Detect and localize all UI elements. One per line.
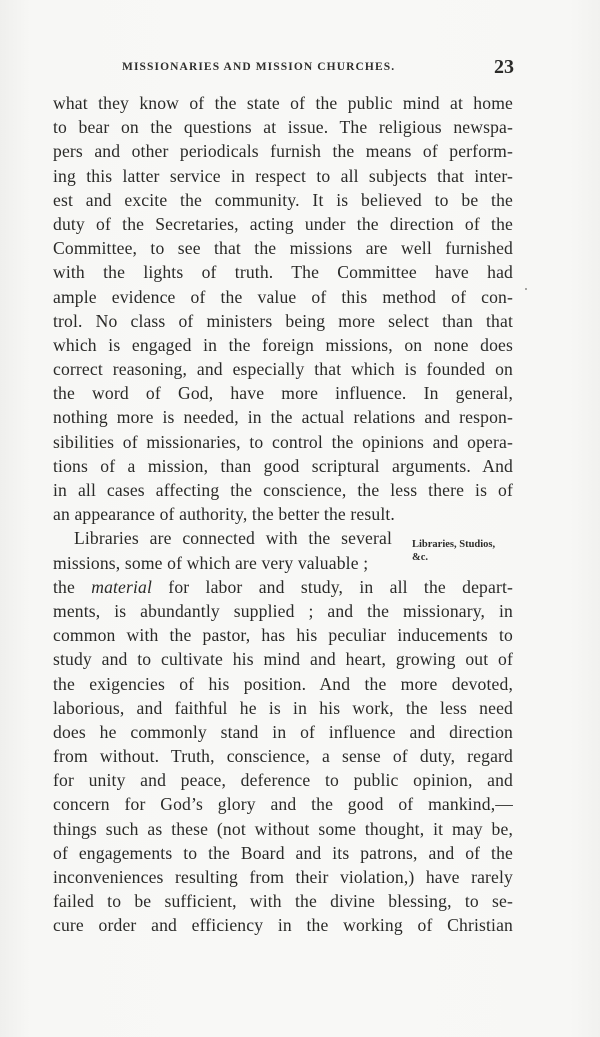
text-line: correct reasoning, and especially that which is founded on xyxy=(53,359,513,380)
running-head xyxy=(122,58,514,78)
text-line: to bear on the questions at issue. The religious newspa- xyxy=(53,117,513,138)
text-line: the material for labor and study, in all the depart- xyxy=(53,576,513,597)
text-line: laborious, and faithful he is in his work, the less need xyxy=(53,697,513,718)
text-line: cure order and efficiency in the working of Christian xyxy=(53,915,513,936)
text-line: concern for God’s glory and the good of mankind,— xyxy=(53,794,513,815)
text-line: duty of the Secretaries, acting under the direction of the xyxy=(53,213,513,234)
text-line: pers and other periodicals furnish the means of perform- xyxy=(53,141,513,162)
text-line: nothing more is needed, in the actual relations and respon- xyxy=(53,407,513,428)
page-number: 23 xyxy=(494,56,514,78)
text-line: missions, some of which are very valuable ; xyxy=(53,552,369,573)
sidenote-line: Libraries, Studios, xyxy=(412,539,496,550)
text-line: for unity and peace, deference to public opinion, and xyxy=(53,770,513,791)
text-line: which is engaged in the foreign missions, on none does xyxy=(53,334,513,355)
emphasis-text: material xyxy=(91,576,153,597)
text-line: Libraries are connected with the several xyxy=(74,528,392,549)
running-title: MISSIONARIES AND MISSION CHURCHES. xyxy=(122,61,396,73)
text-line: study and to cultivate his mind and heart, growing out of xyxy=(53,649,513,670)
text-line: from without. Truth, conscience, a sense of duty, regard xyxy=(53,746,513,767)
text-line: does he commonly stand in of influence and direction xyxy=(53,721,513,742)
text-line: tions of a mission, than good scriptural arguments. And xyxy=(53,455,513,476)
margin-sidenote xyxy=(412,538,522,564)
text-line: ing this latter service in respect to all subjects that inter- xyxy=(53,165,513,186)
text-line: of engagements to the Board and its patrons, and of the xyxy=(53,842,513,863)
text-line: what they know of the state of the public mind at home xyxy=(53,93,513,113)
text-line: common with the pastor, has his peculiar inducements to xyxy=(53,625,513,646)
text-line: sibilities of missionaries, to control the opinions and opera- xyxy=(53,431,513,452)
text-line: ample evidence of the value of this method of con- xyxy=(53,286,513,307)
body-text xyxy=(53,91,513,938)
text-line: Committee, to see that the missions are well furnished xyxy=(53,238,513,259)
text-line: est and excite the community. It is believed to be the xyxy=(53,189,513,210)
text-line: inconveniences resulting from their violation,) have rarely xyxy=(53,867,513,887)
text-line: the word of God, have more influence. In general, xyxy=(53,383,513,404)
paragraph-end-line: an appearance of authority, the better the result. xyxy=(53,504,395,525)
text-line: failed to be sufficient, with the divine blessing, to se- xyxy=(53,891,513,912)
text-line: in all cases affecting the conscience, the less there is of xyxy=(53,480,513,500)
text-line: with the lights of truth. The Committee have had xyxy=(53,262,513,283)
text-line: ments, is abundantly supplied ; and the missionary, in xyxy=(53,600,513,621)
sidenote-line: &c. xyxy=(412,552,429,563)
text-line: the exigencies of his position. And the more devoted, xyxy=(53,673,513,694)
text-line: trol. No class of ministers being more select than that xyxy=(53,310,513,331)
text-line: things such as these (not without some thought, it may be, xyxy=(53,818,513,839)
margin-mark xyxy=(525,288,527,290)
